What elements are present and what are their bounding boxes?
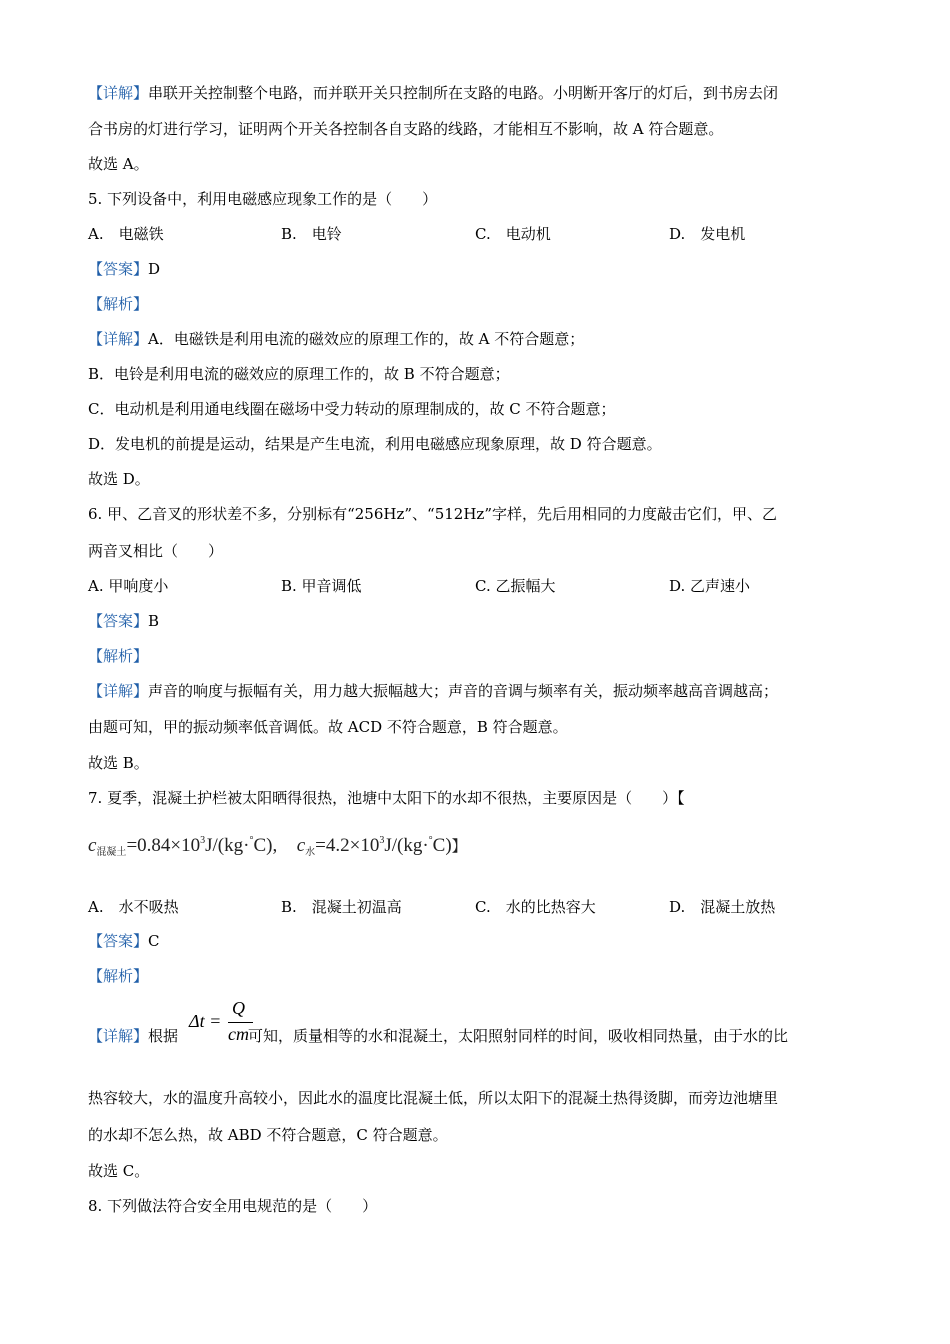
- q6-stem-line-1: 6. 甲、乙音叉的形状差不多，分别标有“256Hz”、“512Hz”字样，先后用相同的力度敲击它们，甲、乙: [88, 505, 777, 523]
- q7-specific-heat-formula: $c_{混凝土}=0.84\times 10^3J/(kg\cdot^\circ C)$, $c_水=4.2\times 10^3J/(kg\cdot^\circ C)$】: [88, 835, 467, 858]
- q5-detail-line-1: 【详解】A．电磁铁是利用电流的磁效应的原理工作的，故 A 不符合题意；: [88, 330, 585, 348]
- answer-tag: 【答案】: [88, 260, 149, 278]
- q5-option-a: A. 电磁铁: [88, 225, 164, 243]
- q5-option-d: D. 发电机: [669, 225, 746, 243]
- q8-stem: 8. 下列做法符合安全用电规范的是（ ）: [88, 1197, 378, 1215]
- q6-detail-line-2: 由题可知，甲的振动频率低音调低。故 ACD 不符合题意，B 符合题意。: [88, 718, 568, 736]
- q7-answer: 【答案】C: [88, 932, 160, 950]
- detail-tag: 【详解】: [88, 682, 149, 700]
- q7-option-a: A. 水不吸热: [88, 898, 179, 916]
- q7-choose: 故选 C。: [88, 1162, 150, 1180]
- q7-option-b: B. 混凝土初温高: [281, 898, 402, 916]
- q6-stem-line-2: 两音叉相比（ ）: [88, 542, 224, 560]
- q5-analysis-tag: 【解析】: [88, 295, 149, 313]
- q7-detail-line-1: 【详解】根据 可知，质量相等的水和混凝土，太阳照射同样的时间，吸收相同热量，由于水的比: [88, 1027, 789, 1045]
- delta-t-numerator: Q: [232, 998, 245, 1018]
- q6-option-a: A. 甲响度小: [88, 577, 169, 595]
- q7-option-d: D. 混凝土放热: [669, 898, 776, 916]
- detail-tag: 【详解】: [88, 1027, 149, 1045]
- q5-answer: 【答案】D: [88, 260, 161, 278]
- q4-detail-line-1: 【详解】串联开关控制整个电路，而并联开关只控制所在支路的电路。小明断开客厅的灯后，到书房去闭: [88, 84, 779, 102]
- detail-tag: 【详解】: [88, 84, 149, 102]
- q6-analysis-tag: 【解析】: [88, 647, 149, 665]
- q7-option-c: C. 水的比热容大: [475, 898, 596, 916]
- q6-answer: 【答案】B: [88, 612, 160, 630]
- delta-t-denominator: cm: [228, 1024, 249, 1044]
- q7-detail-line-2: 热容较大，水的温度升高较小，因此水的温度比混凝土低，所以太阳下的混凝土热得烫脚，而旁边池塘里: [88, 1089, 779, 1107]
- detail-tag: 【详解】: [88, 330, 149, 348]
- q5-option-c: C. 电动机: [475, 225, 551, 243]
- q6-option-b: B. 甲音调低: [281, 577, 362, 595]
- q7-analysis-tag: 【解析】: [88, 967, 149, 985]
- answer-tag: 【答案】: [88, 612, 149, 630]
- q5-detail-line-2: B．电铃是利用电流的磁效应的原理工作的，故 B 不符合题意；: [88, 365, 510, 383]
- q7-detail-line-3: 的水却不怎么热，故 ABD 不符合题意，C 符合题意。: [88, 1126, 448, 1144]
- answer-tag: 【答案】: [88, 932, 149, 950]
- q4-choose: 故选 A。: [88, 155, 149, 173]
- q5-choose: 故选 D。: [88, 470, 150, 488]
- q6-detail-line-1: 【详解】声音的响度与振幅有关，用力越大振幅越大；声音的音调与频率有关，振动频率越高音调越高；: [88, 682, 779, 700]
- q6-choose: 故选 B。: [88, 754, 149, 772]
- q6-option-d: D. 乙声速小: [669, 577, 751, 595]
- q5-detail-line-3: C．电动机是利用通电线圈在磁场中受力转动的原理制成的，故 C 不符合题意；: [88, 400, 616, 418]
- q5-option-b: B. 电铃: [281, 225, 342, 243]
- fraction-bar: [228, 1022, 253, 1023]
- q5-detail-line-4: D．发电机的前提是运动，结果是产生电流，利用电磁感应现象原理，故 D 符合题意。: [88, 435, 662, 453]
- q4-detail-line-2: 合书房的灯进行学习，证明两个开关各控制各自支路的线路，才能相互不影响，故 A 符合题意。: [88, 120, 724, 138]
- q7-stem: 7. 夏季，混凝土护栏被太阳晒得很热，池塘中太阳下的水却不很热，主要原因是（ ）【: [88, 789, 685, 807]
- delta-t-lhs: Δt =: [189, 1011, 222, 1031]
- q6-option-c: C. 乙振幅大: [475, 577, 556, 595]
- q5-stem: 5. 下列设备中，利用电磁感应现象工作的是（ ）: [88, 190, 438, 208]
